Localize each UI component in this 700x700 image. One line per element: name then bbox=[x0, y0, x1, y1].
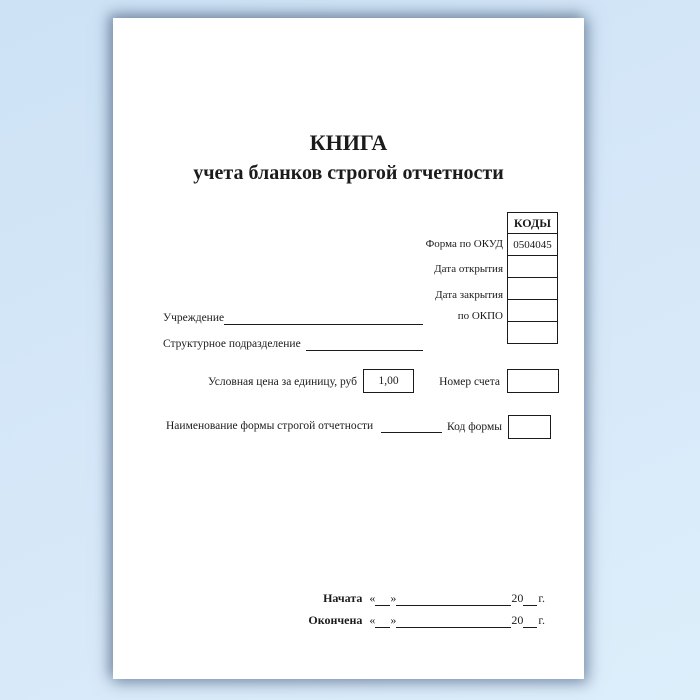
close-quote-mark: » bbox=[390, 591, 397, 605]
open-quote-mark: « bbox=[369, 591, 376, 605]
year-prefix: 20 bbox=[511, 591, 524, 605]
form-code-label: Код формы bbox=[446, 421, 502, 433]
finished-month-blank bbox=[396, 614, 511, 628]
footer-block bbox=[308, 591, 545, 635]
okpo-cell bbox=[507, 299, 558, 322]
started-row bbox=[308, 591, 545, 606]
finished-day-blank bbox=[375, 614, 390, 628]
form-code-box bbox=[508, 415, 551, 439]
account-number-label: Номер счета bbox=[439, 376, 500, 388]
close-quote-mark: » bbox=[390, 613, 397, 627]
empty-code-cell bbox=[507, 321, 558, 344]
started-label: Начата bbox=[323, 591, 363, 605]
department-label: Структурное подразделение bbox=[163, 338, 301, 350]
finished-label: Окончена bbox=[308, 613, 363, 627]
account-number-box bbox=[507, 369, 559, 393]
finished-year-blank bbox=[523, 614, 537, 628]
codes-table-header: КОДЫ bbox=[507, 212, 558, 234]
institution-blank-line bbox=[224, 312, 423, 325]
started-day-blank bbox=[375, 592, 390, 606]
page-subtitle: учета бланков строгой отчетности bbox=[193, 162, 504, 184]
unit-price-box: 1,00 bbox=[363, 369, 414, 393]
okud-label: Форма по ОКУД bbox=[425, 238, 503, 250]
open-date-label: Дата открытия bbox=[434, 263, 503, 275]
okud-code-cell: 0504045 bbox=[507, 233, 558, 256]
open-quote-mark: « bbox=[369, 613, 376, 627]
institution-field bbox=[163, 312, 423, 325]
page-title: КНИГА bbox=[309, 130, 388, 155]
form-name-blank-line bbox=[381, 420, 442, 433]
department-field bbox=[163, 338, 423, 351]
open-date-cell bbox=[507, 255, 558, 278]
title-block bbox=[113, 128, 584, 188]
year-suffix: г. bbox=[538, 613, 545, 627]
institution-label: Учреждение bbox=[163, 312, 225, 324]
department-blank-line bbox=[306, 338, 423, 351]
close-date-cell bbox=[507, 277, 558, 300]
document-page bbox=[113, 18, 584, 679]
started-month-blank bbox=[396, 592, 511, 606]
year-prefix: 20 bbox=[511, 613, 524, 627]
okpo-label: по ОКПО bbox=[457, 310, 503, 322]
form-name-label: Наименование формы строгой отчетности bbox=[166, 420, 374, 432]
started-year-blank bbox=[523, 592, 537, 606]
year-suffix: г. bbox=[538, 591, 545, 605]
close-date-label: Дата закрытия bbox=[435, 289, 503, 301]
form-name-field bbox=[166, 420, 442, 433]
finished-row bbox=[308, 613, 545, 628]
codes-table bbox=[507, 212, 558, 344]
unit-price-label: Условная цена за единицу, руб bbox=[208, 376, 357, 388]
